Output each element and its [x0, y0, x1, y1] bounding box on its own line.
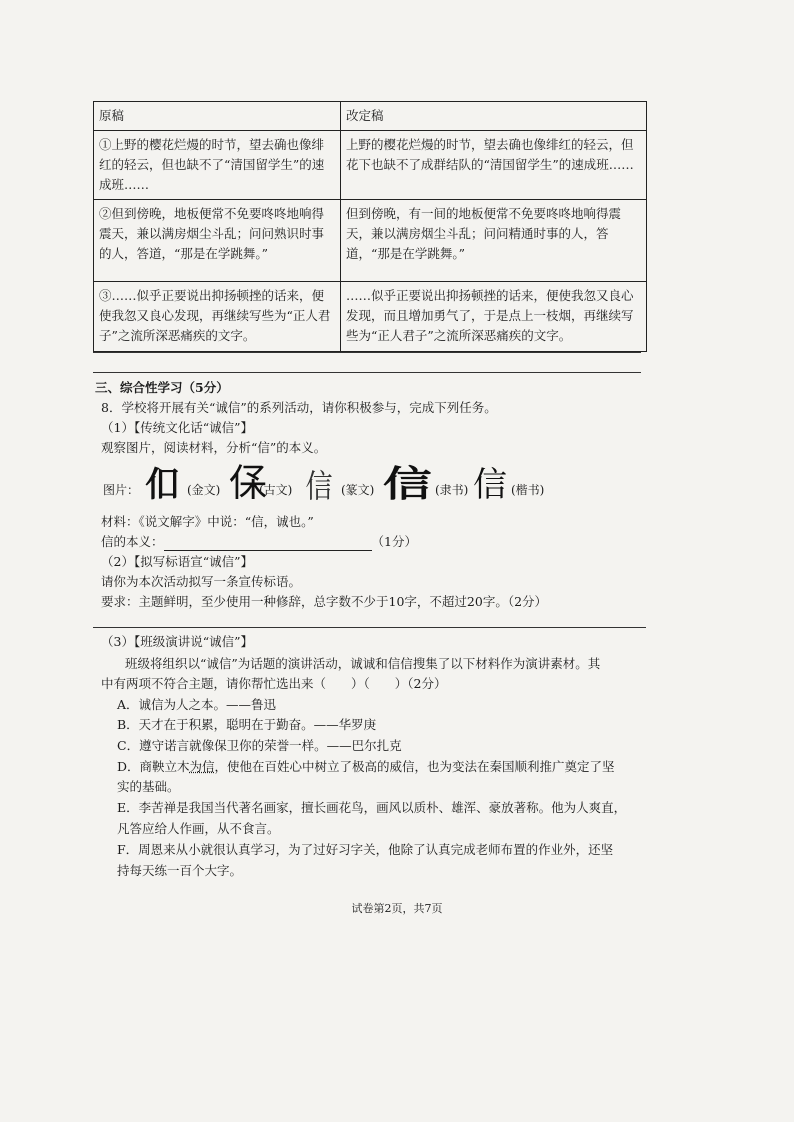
- option-e-line1: E．李苦禅是我国当代著名画家，擅长画花鸟，画风以质朴、雄浑、豪放著称。他为人爽直，: [117, 800, 627, 815]
- revision-comparison-table: [93, 101, 647, 352]
- task3-intro-1: 班级将组织以“诚信”为话题的演讲活动，诚诚和信信搜集了以下材料作为演讲素材。其: [125, 656, 601, 671]
- zhuanwen-glyph: 信: [305, 467, 333, 505]
- task2-instruction: 请你为本次活动拟写一条宣传标语。: [101, 574, 302, 589]
- guwen-label: (古文): [259, 483, 293, 497]
- question-8: 8．学校将开展有关“诚信”的系列活动，请你积极参与，完成下列任务。: [101, 400, 497, 415]
- header-original: 原稿: [94, 102, 341, 131]
- option-f-line2: 持每天练一百个大字。: [117, 863, 243, 878]
- option-b: B．天才在于积累，聪明在于勤奋。——华罗庚: [117, 717, 377, 732]
- revised-cell: 上野的樱花烂熳的时节，望去确也像绯红的轻云，但花下也缺不了成群结队的“清国留学生”的速成班……: [341, 131, 647, 200]
- task1-instruction: 观察图片，阅读材料，分析“信”的本义。: [101, 440, 327, 455]
- original-cell: ①上野的樱花烂熳的时节，望去确也像绯红的轻云，但也缺不了“清国留学生”的速成班……: [94, 131, 341, 200]
- option-d-text: ，使他在百姓心中树立了极高的威信，也为变法在秦国顺利推广奠定了坚: [214, 759, 615, 774]
- jinwen-glyph: 㐰: [145, 465, 179, 505]
- page-footer: 试卷第2页，共7页: [351, 902, 443, 915]
- answer-line[interactable]: [93, 372, 641, 373]
- original-cell: ③……似乎正要说出抑扬顿挫的话来，便使我忽又良心发现，再继续写些为“正人君子”之流所深恶痛疾的文字。: [94, 282, 341, 352]
- meaning-score: （1分）: [371, 534, 417, 549]
- zhuanwen-label: (篆文): [341, 483, 375, 497]
- lishu-glyph: 信: [383, 463, 432, 505]
- task1-title: （1）【传统文化话“诚信”】: [101, 420, 253, 435]
- table-header-row: [94, 102, 647, 131]
- guwen-glyph: 𠈃: [229, 461, 268, 505]
- revised-cell: ……似乎正要说出抑扬顿挫的话来，便使我忽又良心发现，而且增加勇气了，于是点上一枝烟，再继续写些为“正人君子”之流所深恶痛疾的文字。: [341, 282, 647, 352]
- revised-cell: 但到傍晚，有一间的地板便常不免要咚咚地响得震天，兼以满房烟尘斗乱；问问精通时事的人，答道，“那是在学跳舞。”: [341, 200, 647, 282]
- task2-title: （2）【拟写标语宣“诚信”】: [101, 554, 253, 569]
- jinwen-label: (金文): [187, 483, 221, 497]
- meaning-label: 信的本义：: [101, 534, 164, 549]
- lishu-label: (隶书): [435, 483, 469, 497]
- section-heading: 三、综合性学习（5分）: [95, 380, 229, 395]
- table-row: [94, 200, 647, 282]
- table-row: [94, 282, 647, 352]
- table-row: [94, 131, 647, 200]
- xin-glyph-picture: [103, 458, 643, 506]
- option-d-line2: 实的基础。: [117, 779, 180, 794]
- option-e-line2: 凡答应给人作画，从不食言。: [117, 821, 280, 836]
- original-cell: ②但到傍晚，地板便常不免要咚咚地响得震天，兼以满房烟尘斗乱；问问熟识时事的人，答道，“那是在学跳舞。”: [94, 200, 341, 282]
- option-d-text: D．商鞅立木: [117, 759, 190, 774]
- task1-material: 材料：《说文解字》中说：“信，诚也。”: [101, 514, 314, 529]
- picture-label: 图片：: [103, 483, 140, 497]
- kaishu-glyph: 信: [473, 465, 507, 505]
- meaning-answer-blank[interactable]: [164, 537, 372, 551]
- kaishu-label: (楷书): [511, 483, 545, 497]
- option-d-marked-word: 为信: [189, 759, 215, 774]
- answer-line[interactable]: [93, 352, 641, 353]
- task3-title: （3）【班级演讲说“诚信”】: [101, 634, 253, 649]
- option-a: A．诚信为人之本。——鲁迅: [117, 697, 277, 712]
- meaning-line: [101, 533, 417, 551]
- option-f-line1: F．周恩来从小就很认真学习，为了过好习字关，他除了认真完成老师布置的作业外，还坚: [117, 842, 614, 857]
- task3-intro-2: 中有两项不符合主题，请你帮忙选出来（ ）（ ）（2分）: [101, 676, 447, 691]
- header-revised: 改定稿: [341, 102, 647, 131]
- task2-requirement: 要求：主题鲜明，至少使用一种修辞，总字数不少于10字，不超过20字。（2分）: [101, 594, 548, 609]
- option-c: C．遵守诺言就像保卫你的荣誉一样。——巴尔扎克: [117, 738, 402, 753]
- slogan-answer-line[interactable]: [93, 627, 646, 628]
- option-d-line1: [117, 758, 615, 776]
